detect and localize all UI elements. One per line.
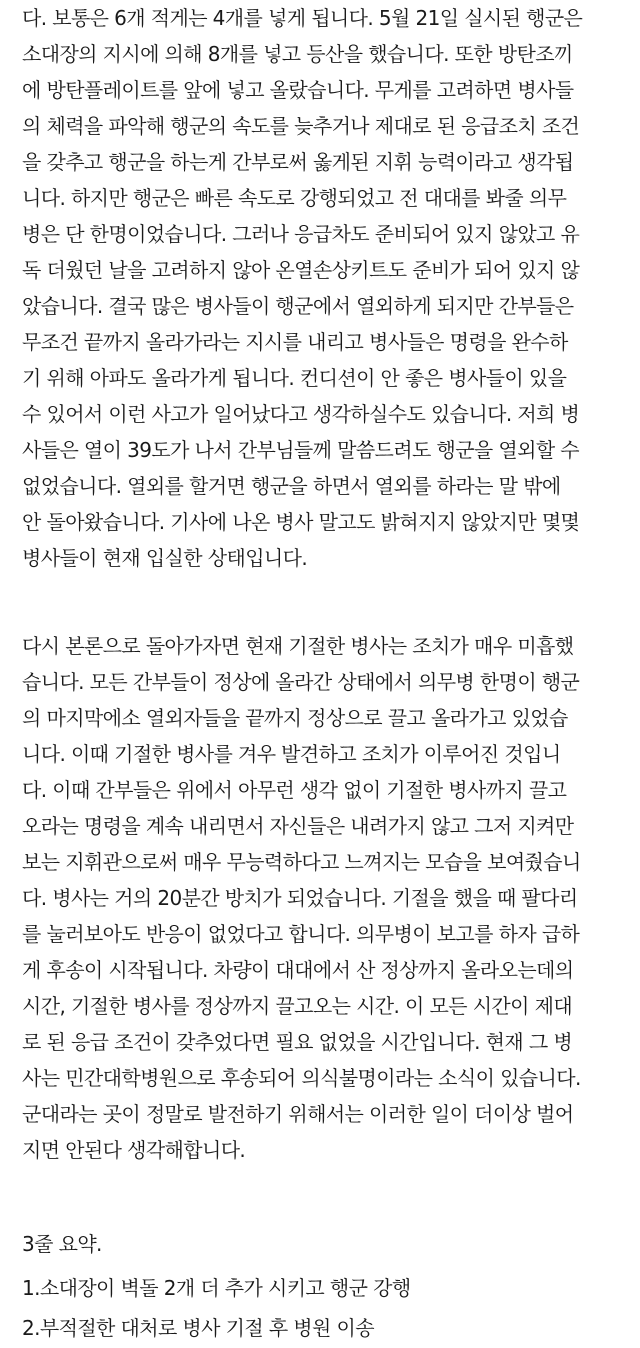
paragraph-line: 보는 지휘관으로써 매우 무능력하다고 느껴지는 모습을 보여줬습니: [22, 850, 581, 874]
body-paragraph: [22, 628, 632, 1168]
paragraph-line: 소대장의 지시에 의해 8개를 넣고 등산을 했습니다. 또한 방탄조끼: [22, 42, 573, 66]
paragraph-list: [22, 0, 632, 1168]
summary-item: 1.소대장이 벽돌 2개 더 추가 시키고 행군 강행: [22, 1276, 411, 1300]
paragraph-line: 병은 단 한명이었습니다. 그러나 응급차도 준비되어 있지 않았고 유: [22, 222, 580, 246]
paragraph-line: 지면 안된다 생각해합니다.: [22, 1138, 246, 1162]
paragraph-line: 을 갖추고 행군을 하는게 간부로써 옳게된 지휘 능력이라고 생각됩: [22, 150, 574, 174]
article-body: [22, 0, 632, 1348]
paragraph-line: 다. 병사는 거의 20분간 방치가 되었습니다. 기절을 했을 때 팔다리: [22, 886, 578, 910]
paragraph-line: 기 위해 아파도 올라가게 됩니다. 컨디션이 안 좋은 병사들이 있을: [22, 366, 567, 390]
paragraph-line: 수 있어서 이런 사고가 일어났다고 생각하실수도 있습니다. 저희 병: [22, 402, 580, 426]
paragraph-line: 습니다. 모든 간부들이 정상에 올라간 상태에서 의무병 한명이 행군: [22, 670, 580, 694]
paragraph-line: 니다. 하지만 행군은 빠른 속도로 강행되었고 전 대대를 봐줄 의무: [22, 186, 567, 210]
paragraph-line: 의 체력을 파악해 행군의 속도를 늦추거나 제대로 된 응급조치 조건: [22, 114, 580, 138]
body-paragraph: [22, 0, 632, 576]
paragraph-line: 사들은 열이 39도가 나서 간부님들께 말씀드려도 행군을 열외할 수: [22, 438, 580, 462]
paragraph-line: 게 후송이 시작됩니다. 차량이 대대에서 산 정상까지 올라오는데의: [22, 958, 574, 982]
paragraph-line: 군대라는 곳이 정말로 발전하기 위해서는 이러한 일이 더이상 벌어: [22, 1102, 574, 1126]
summary-item: 2.부적절한 대처로 병사 기절 후 병원 이송: [22, 1316, 374, 1340]
summary-section: [22, 1224, 632, 1348]
paragraph-line: 았습니다. 결국 많은 병사들이 행군에서 열외하게 되지만 간부들은: [22, 294, 574, 318]
paragraph-line: 니다. 이때 기절한 병사를 겨우 발견하고 조치가 이루어진 것입니: [22, 742, 561, 766]
paragraph-line: 다. 이때 간부들은 위에서 아무런 생각 없이 기절한 병사까지 끌고: [22, 778, 567, 802]
paragraph-spacer: [22, 1168, 632, 1224]
paragraph-line: 시간, 기절한 병사를 정상까지 끌고오는 시간. 이 모든 시간이 제대: [22, 994, 573, 1018]
paragraph-line: 다시 본론으로 돌아가자면 현재 기절한 병사는 조치가 매우 미흡했: [22, 634, 574, 658]
paragraph-line: 를 눌러보아도 반응이 없었다고 합니다. 의무병이 보고를 하자 급하: [22, 922, 580, 946]
paragraph-line: 무조건 끝까지 올라가라는 지시를 내리고 병사들은 명령을 완수하: [22, 330, 568, 354]
paragraph-line: 다. 보통은 6개 적게는 4개를 넣게 됩니다. 5월 21일 실시된 행군은: [22, 6, 583, 30]
paragraph-spacer: [22, 576, 632, 628]
summary-title: 3줄 요약.: [22, 1232, 102, 1256]
paragraph-line: 에 방탄플레이트를 앞에 넣고 올랐습니다. 무게를 고려하면 병사들: [22, 78, 574, 102]
paragraph-line: 의 마지막에소 열외자들을 끝까지 정상으로 끌고 올라가고 있었습: [22, 706, 568, 730]
paragraph-line: 없었습니다. 열외를 할거면 행군을 하면서 열외를 하라는 말 밖에: [22, 474, 561, 498]
paragraph-line: 독 더웠던 날을 고려하지 않아 온열손상키트도 준비가 되어 있지 않: [22, 258, 580, 282]
paragraph-line: 안 돌아왔습니다. 기사에 나온 병사 말고도 밝혀지지 않았지만 몇몇: [22, 510, 580, 534]
paragraph-line: 병사들이 현재 입실한 상태입니다.: [22, 546, 308, 570]
paragraph-line: 로 된 응급 조건이 갖추었다면 필요 없었을 시간입니다. 현재 그 병: [22, 1030, 573, 1054]
paragraph-line: 사는 민간대학병원으로 후송되어 의식불명이라는 소식이 있습니다.: [22, 1066, 581, 1090]
paragraph-line: 오라는 명령을 계속 내리면서 자신들은 내려가지 않고 그저 지켜만: [22, 814, 574, 838]
